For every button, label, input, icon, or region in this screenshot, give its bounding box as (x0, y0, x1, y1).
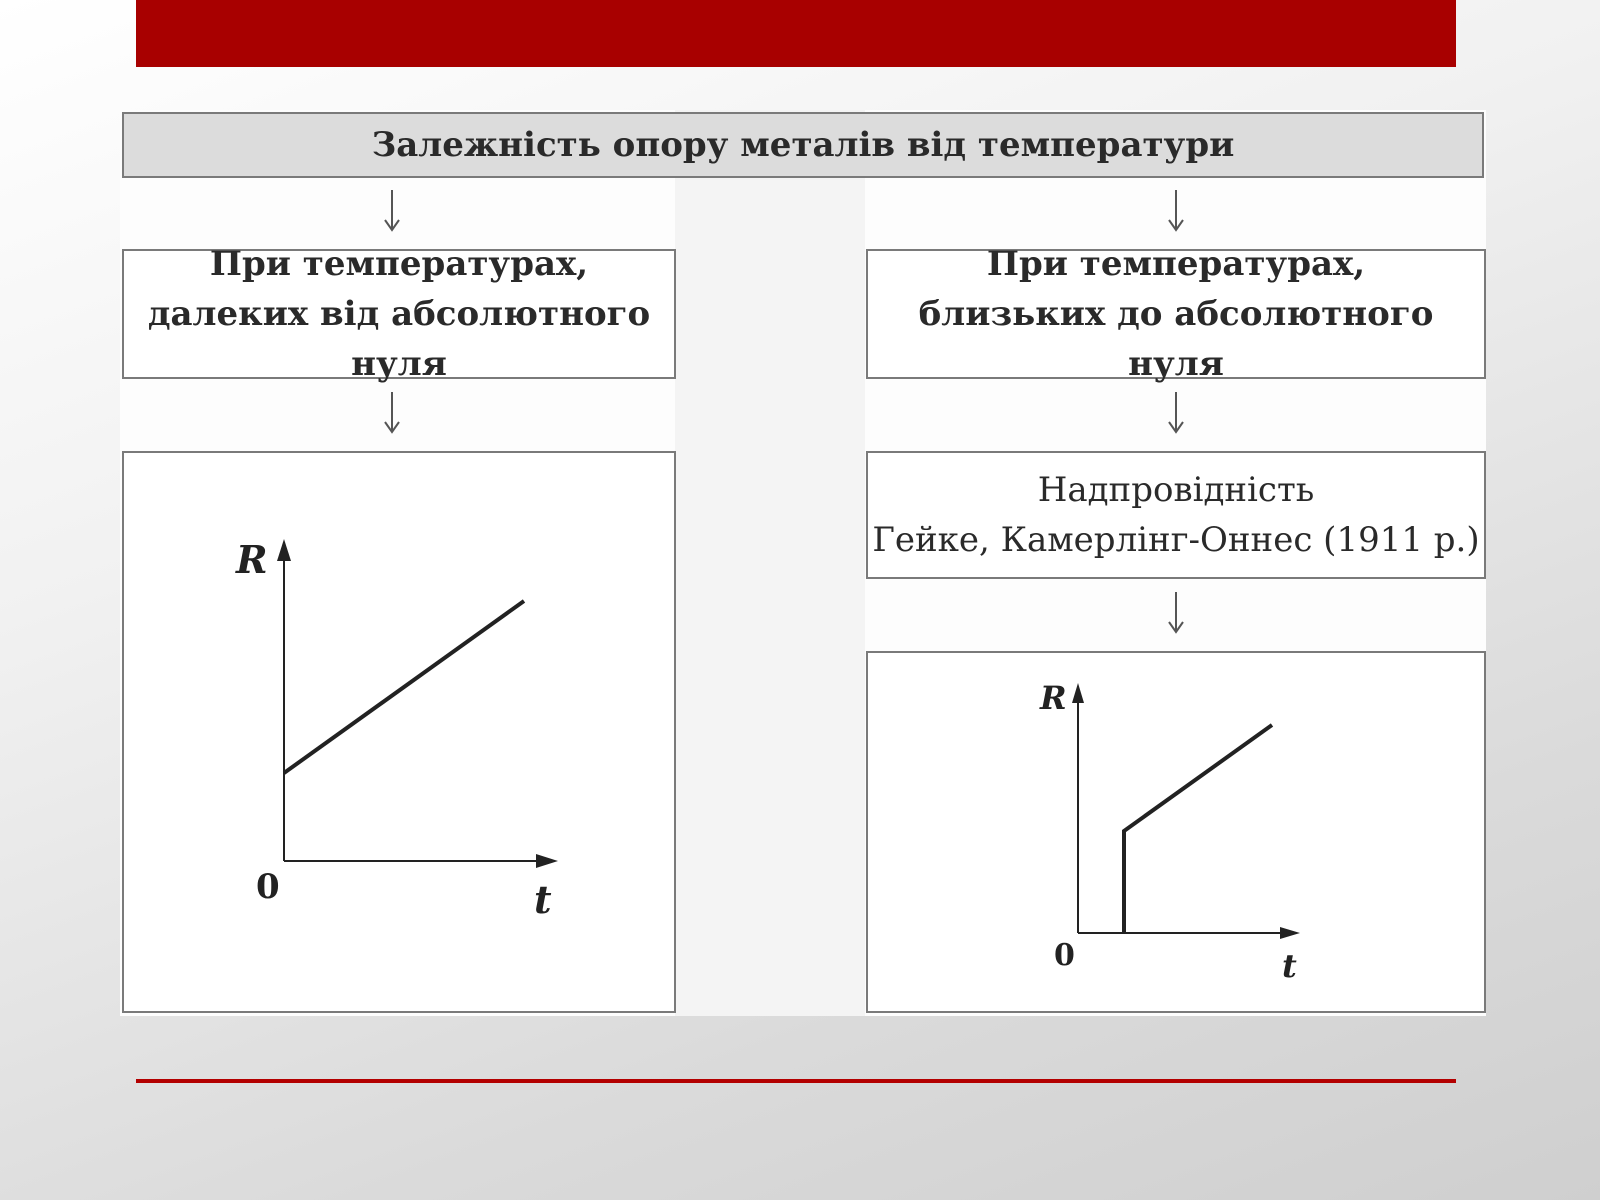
graph-linear-resistance (122, 451, 676, 1013)
resistance-line (284, 601, 524, 773)
diagram-panel (120, 110, 1486, 1016)
condition-near-line2: близьких до абсолютного нуля (918, 294, 1434, 384)
y-axis-arrow-icon (277, 539, 291, 561)
diagram-title (122, 112, 1484, 178)
arrow-down-icon (1164, 188, 1188, 234)
resistance-line (1124, 725, 1272, 933)
slide-header-bar (136, 0, 1456, 67)
arrow-down-icon (380, 188, 404, 234)
superconductivity-title: Надпровідність (1037, 470, 1315, 510)
y-axis-label: R (1040, 679, 1067, 717)
superconducting-resistance-plot (868, 653, 1484, 1011)
diagram-title-text: Залежність опору металів від температури (371, 125, 1235, 165)
y-axis-label: R (236, 537, 268, 582)
y-axis-arrow-icon (1072, 683, 1084, 703)
condition-near-line1: При температурах, (986, 244, 1366, 284)
condition-far-line2: далеких від абсолютного нуля (147, 294, 651, 384)
x-axis-label: t (1282, 947, 1297, 985)
condition-near-zero (866, 244, 1486, 384)
arrow-down-icon (1164, 590, 1188, 636)
superconductivity-box (866, 451, 1486, 579)
x-axis-arrow-icon (536, 854, 558, 868)
linear-resistance-plot (124, 453, 674, 1011)
slide-footer-line (136, 1079, 1456, 1083)
x-axis-label: t (534, 877, 552, 922)
arrow-down-icon (380, 390, 404, 436)
superconductivity-discoverers: Гейке, Камерлінг-Оннес (1911 р.) (872, 520, 1480, 560)
origin-label: 0 (256, 867, 280, 907)
condition-far-line1: При температурах, (209, 244, 589, 284)
origin-label: 0 (1054, 938, 1075, 973)
arrow-down-icon (1164, 390, 1188, 436)
center-gap (675, 110, 865, 1016)
graph-superconducting-resistance (866, 651, 1486, 1013)
x-axis-arrow-icon (1280, 927, 1300, 939)
condition-far-from-zero (122, 244, 676, 384)
